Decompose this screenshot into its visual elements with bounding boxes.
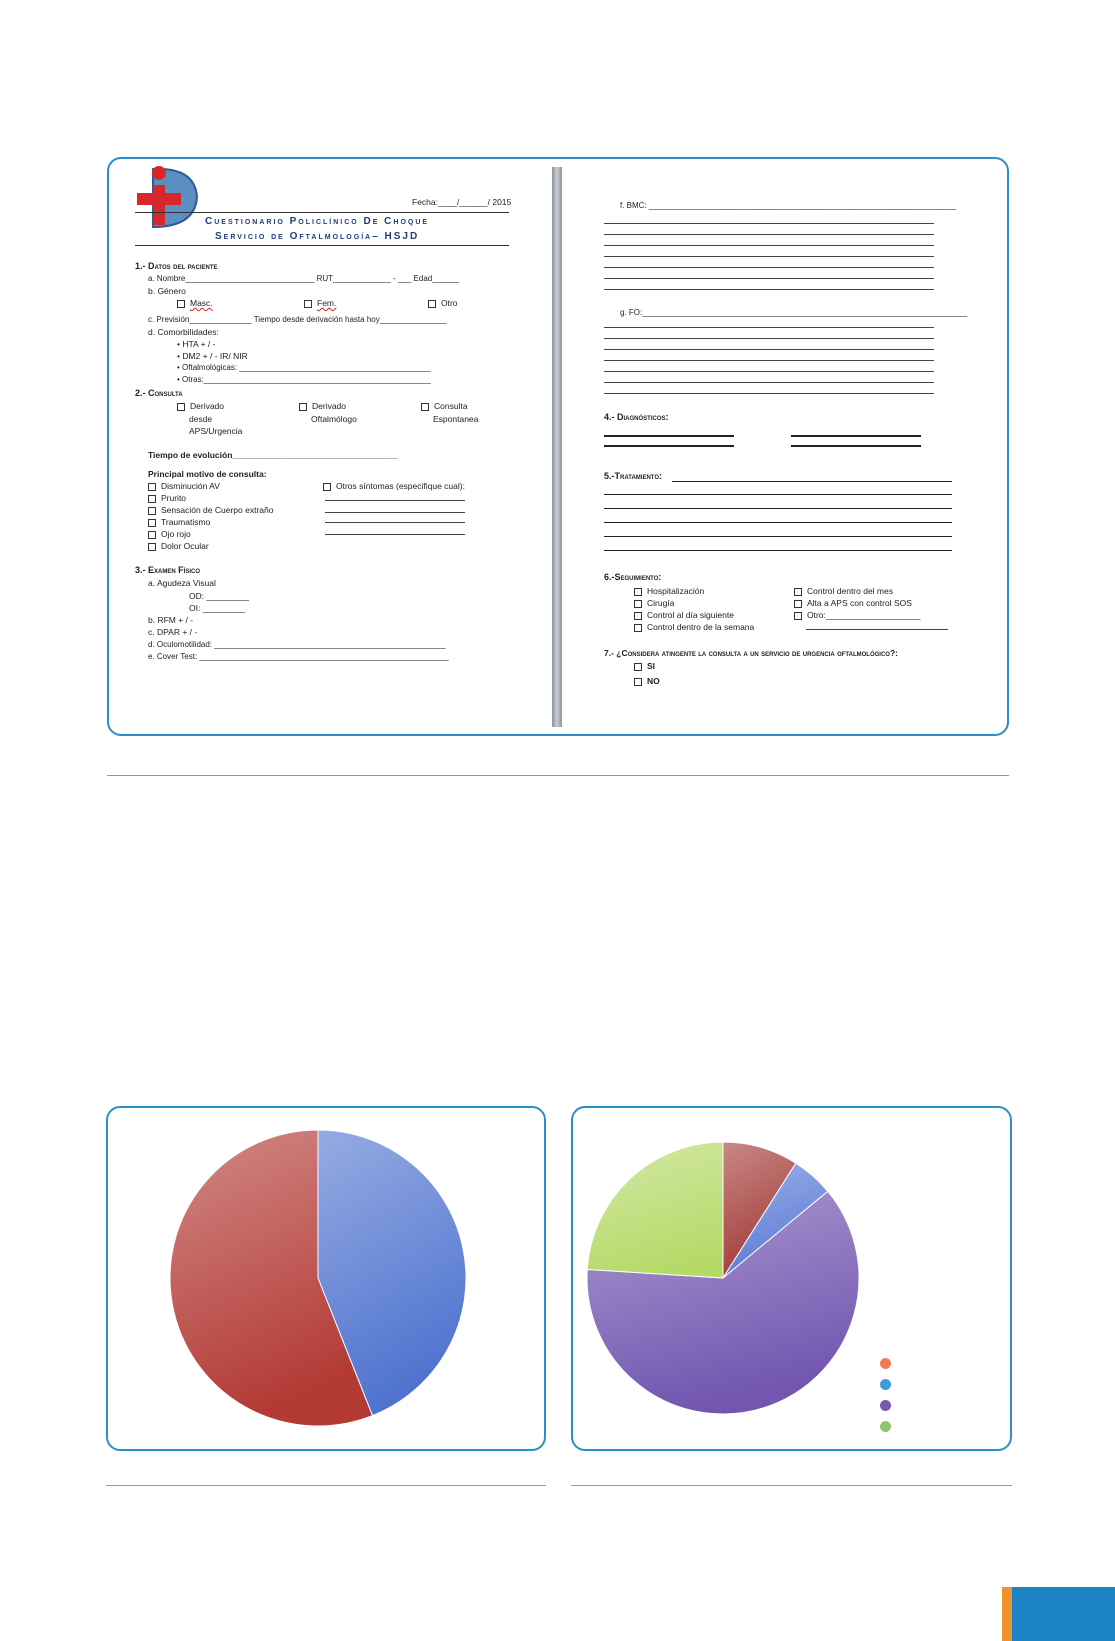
checkbox-icon <box>428 300 436 308</box>
pie-chart-2 <box>573 1108 1010 1449</box>
divider-rule <box>107 775 1009 776</box>
section-consulta: 2.- Consulta <box>135 388 183 398</box>
otras-field: • Otras:___________________________________________________ <box>177 375 431 384</box>
section-diagnosticos: 4.- Diagnósticos: <box>604 412 669 422</box>
consulta-espontanea-line2: Espontanea <box>433 414 479 424</box>
fo-field: g. FO:_________________________________________________________________________ <box>620 308 968 317</box>
checkbox-icon <box>299 403 307 411</box>
prevision-field: c. Previsión______________ Tiempo desde derivación hasta hoy_______________ <box>148 315 447 324</box>
motivo-consulta-label: Principal motivo de consulta: <box>148 469 267 479</box>
legend-marker <box>880 1379 891 1390</box>
derivado-oftal-option: Derivado <box>299 402 346 411</box>
checkbox-icon <box>794 588 802 596</box>
chart-frame-2 <box>571 1106 1012 1451</box>
section-examen-fisico: 3.- Examen Físico <box>135 565 201 575</box>
otros-sintomas-option: Otros síntomas (especifique cual): <box>323 482 465 491</box>
consulta-espontanea-option: Consulta <box>421 402 468 411</box>
divider-rule <box>106 1485 546 1486</box>
seguimiento-item: Control dentro de la semana <box>634 623 754 632</box>
seguimiento-item: Control al día siguiente <box>634 611 734 620</box>
otro-option: Otro <box>428 299 458 308</box>
form-scan-frame <box>107 157 1009 736</box>
checkbox-icon <box>148 483 156 491</box>
form-right-page <box>604 159 984 734</box>
derivado-oftal-line2: Oftalmólogo <box>311 414 357 424</box>
checkbox-icon <box>634 612 642 620</box>
pie-slice <box>587 1142 723 1278</box>
hospital-logo <box>135 165 201 229</box>
dm2-field: • DM2 + / - IR/ NIR <box>177 351 248 361</box>
seguimiento-item: Alta a APS con control SOS <box>794 599 912 608</box>
checkbox-icon <box>323 483 331 491</box>
seguimiento-item: Otro:____________________ <box>794 611 920 620</box>
motivo-item: Traumatismo <box>148 518 210 527</box>
nombre-field: a. Nombre_____________________________ RUT_____________ - ___ Edad______ <box>148 274 459 283</box>
form-title: Cuestionario Policlínico De Choque <box>205 216 430 227</box>
page-accent-orange <box>1002 1587 1012 1641</box>
derivado-aps-line2: desde <box>189 414 213 424</box>
fecha-label: Fecha:____/______/ 2015 <box>412 197 512 207</box>
section-atingencia: 7.- ¿Considera atingente la consulta a un servicio de urgencia oftalmológico?: <box>604 648 898 658</box>
checkbox-icon <box>634 624 642 632</box>
hta-field: • HTA + / - <box>177 339 216 349</box>
motivo-item: Sensación de Cuerpo extraño <box>148 506 273 515</box>
checkbox-icon <box>148 495 156 503</box>
page-divider <box>552 167 562 727</box>
section-tratamiento: 5.-Tratamiento: <box>604 471 662 481</box>
checkbox-icon <box>421 403 429 411</box>
chart-frame-1 <box>106 1106 546 1451</box>
cover-test-field: e. Cover Test: ________________________________________________________ <box>148 652 449 661</box>
form-subtitle: Servicio de Oftalmología– HSJD <box>215 231 420 242</box>
checkbox-icon <box>148 543 156 551</box>
oftalmologicas-field: • Oftalmológicas: ___________________________________________ <box>177 363 431 372</box>
divider-rule <box>571 1485 1012 1486</box>
agudeza-visual-label: a. Agudeza Visual <box>148 578 216 588</box>
motivo-item: Prurito <box>148 494 186 503</box>
masc-option: Masc. <box>177 299 213 308</box>
legend-marker <box>880 1400 891 1411</box>
seguimiento-item: Control dentro del mes <box>794 587 893 596</box>
legend-marker <box>880 1358 891 1369</box>
no-option: NO <box>634 677 660 686</box>
checkbox-icon <box>148 519 156 527</box>
form-left-page <box>135 159 535 734</box>
od-field: OD: _________ <box>189 591 250 601</box>
bmc-field: f. BMC: _____________________________________________________________________ <box>620 201 956 210</box>
checkbox-icon <box>794 612 802 620</box>
checkbox-icon <box>634 678 642 686</box>
legend-marker <box>880 1421 891 1432</box>
si-option: SI <box>634 662 655 671</box>
section-datos-paciente: 1.- Datos del paciente <box>135 261 218 271</box>
checkbox-icon <box>634 600 642 608</box>
comorbilidades-label: d. Comorbilidades: <box>148 327 219 337</box>
motivo-item: Ojo rojo <box>148 530 191 539</box>
pie-chart-1 <box>108 1108 544 1449</box>
page-accent-blue <box>1012 1587 1115 1641</box>
seguimiento-item: Hospitalización <box>634 587 704 596</box>
tiempo-evolucion-field: Tiempo de evolución___________________________________ <box>148 450 398 460</box>
checkbox-icon <box>177 403 185 411</box>
section-seguimiento: 6.-Seguimiento: <box>604 572 662 582</box>
checkbox-icon <box>148 507 156 515</box>
rfm-field: b. RFM + / - <box>148 615 194 625</box>
derivado-aps-line3: APS/Urgencia <box>189 426 243 436</box>
checkbox-icon <box>304 300 312 308</box>
seguimiento-item: Cirugía <box>634 599 674 608</box>
checkbox-icon <box>148 531 156 539</box>
checkbox-icon <box>177 300 185 308</box>
fem-option: Fem. <box>304 299 336 308</box>
oi-field: OI: _________ <box>189 603 246 613</box>
checkbox-icon <box>794 600 802 608</box>
motivo-item: Disminución AV <box>148 482 220 491</box>
checkbox-icon <box>634 588 642 596</box>
genero-label: b. Género <box>148 286 186 296</box>
oculomotilidad-field: d. Oculomotilidad: ____________________________________________________ <box>148 640 446 649</box>
motivo-item: Dolor Ocular <box>148 542 209 551</box>
checkbox-icon <box>634 663 642 671</box>
derivado-aps-option: Derivado <box>177 402 224 411</box>
dpar-field: c. DPAR + / - <box>148 627 198 637</box>
